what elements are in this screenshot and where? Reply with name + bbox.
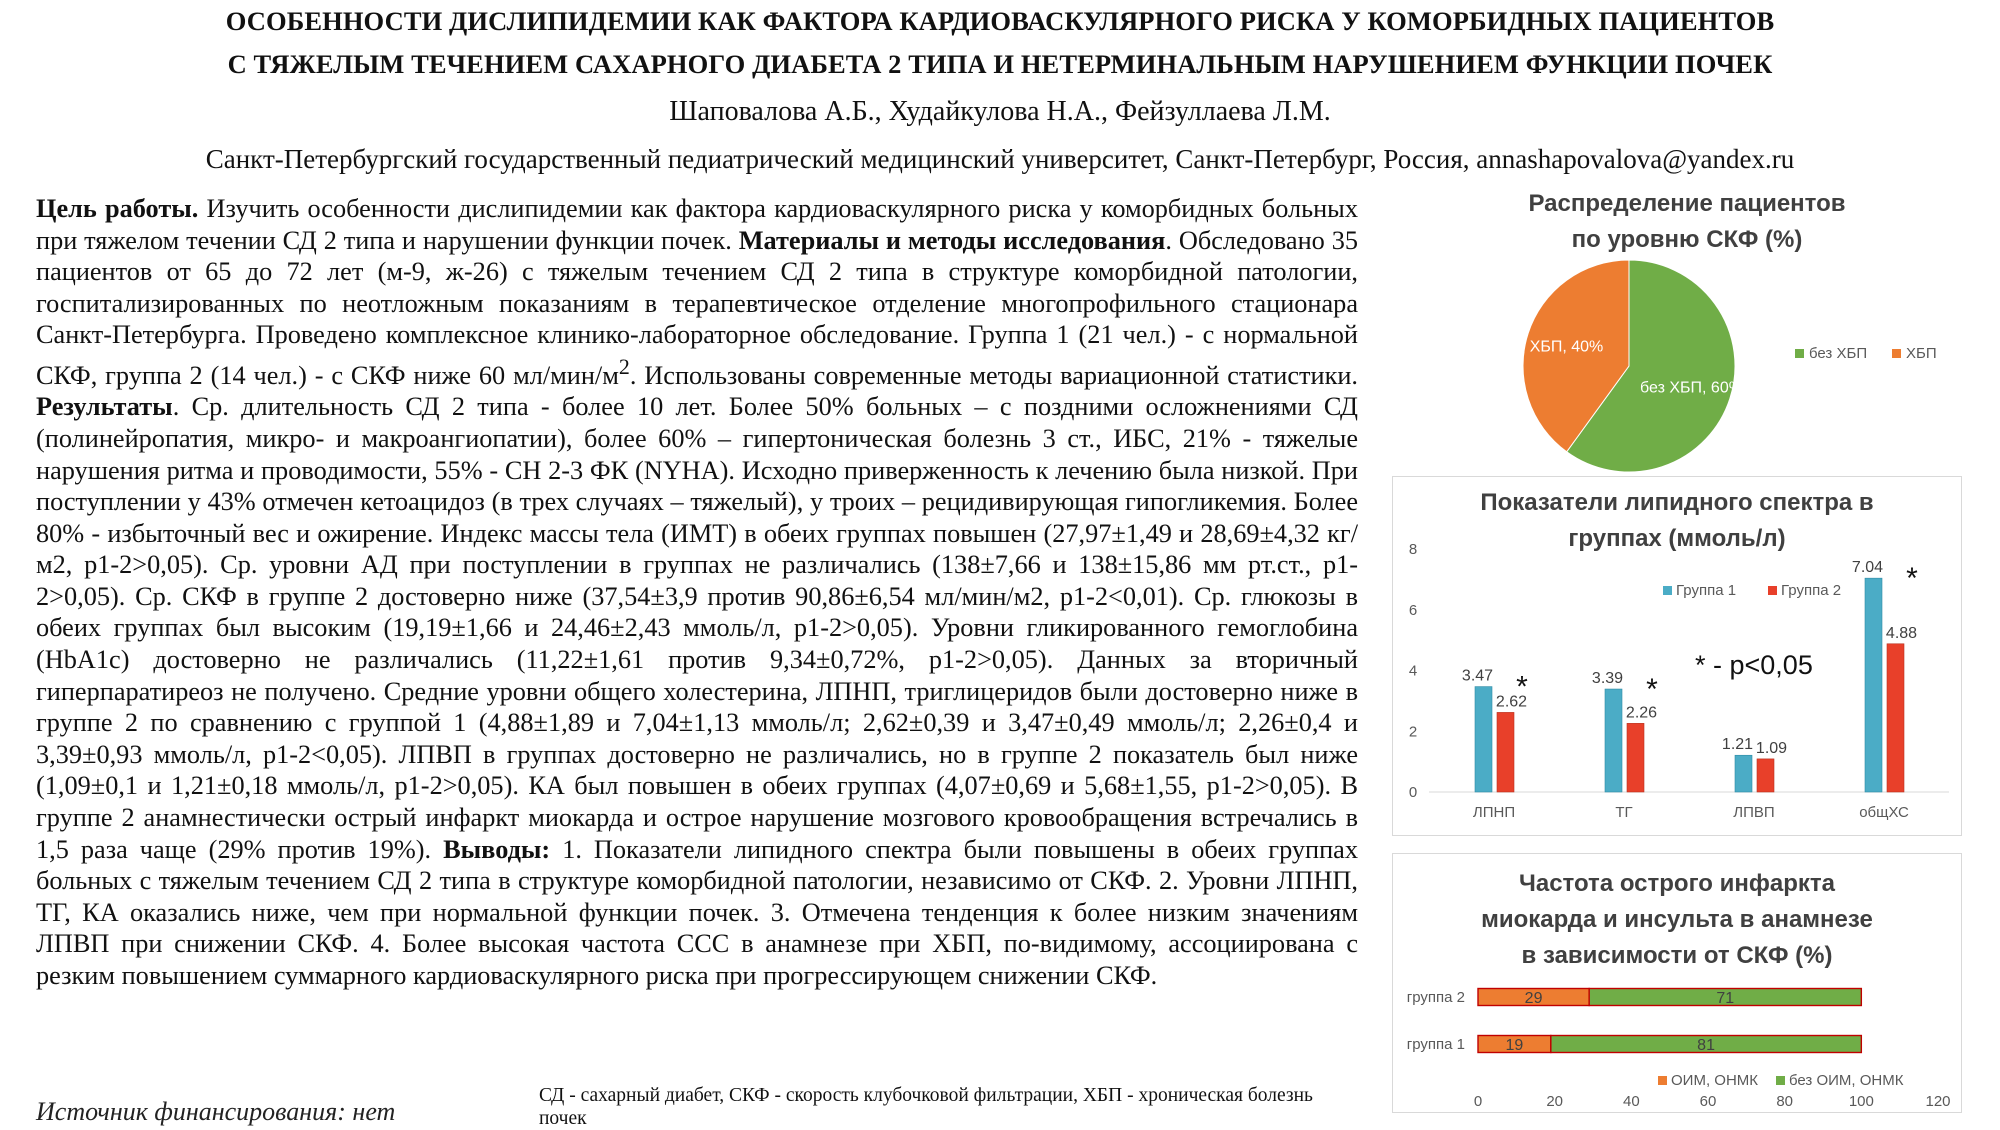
abbreviations-note: СД - сахарный диабет, СКФ - скорость клубочковой фильтрации, ХБП - хроническая болезнь почек [539, 1085, 1313, 1129]
infarct-x-tick-80: 80 [1776, 1093, 1794, 1110]
lipid-y-tick-4: 4 [1408, 662, 1418, 680]
infarct-x-tick-20: 20 [1546, 1093, 1564, 1110]
methods-label: Материалы и методы исследования [738, 225, 1166, 255]
lipid-y-tick-6: 6 [1408, 601, 1418, 619]
infarction-stroke-chart [1392, 853, 1962, 1113]
pie-chart-svg [1392, 186, 1982, 476]
funding-note: Источник финансирования: нет [36, 1097, 396, 1126]
lipid-chart-title-line-2: группах (ммоль/л) [1568, 525, 1786, 552]
lipid-y-tick-2: 2 [1408, 723, 1418, 741]
lipid-category-label-общхс: общХС [1859, 804, 1909, 821]
pie-legend-swatch-без-хбп [1795, 349, 1804, 358]
lipid-chart-title-line-1: Показатели липидного спектра в [1480, 489, 1874, 516]
lipid-bar-общхс-группа-1 [1865, 578, 1882, 792]
infarct-value-label-группа-1-без-оим-онмк: 81 [1697, 1037, 1715, 1054]
infarct-x-tick-40: 40 [1622, 1093, 1640, 1110]
methods-text: . Обследовано 35 пациентов от 65 до 72 лет (м-9, ж-26) с тяжелым течением СД 2 типа в структуре коморбидной патологии, госпитализированных по неотложным показаниям в терапевтическое отделение многопрофильного стационара Санкт-Петербурга. Проведено комплексное клинико-лабораторное обследование. Группа 1 (21 чел.) - с нормальной СКФ, группа 2 (14 чел.) - с СКФ ниже 60 мл/мин/м [36, 225, 1358, 390]
methods-text-end: . Использованы современные методы вариационной статистики. [629, 360, 1358, 390]
infarct-chart-title-line-2: миокарда и инсульта в анамнезе [1481, 906, 1873, 933]
lipid-legend-label-группа-1: Группа 1 [1676, 582, 1737, 599]
infarct-chart-title-line-3: в зависимости от СКФ (%) [1521, 942, 1833, 969]
lipid-value-label-тг-группа-2: 2.26 [1625, 704, 1658, 722]
lipid-bar-лпнп-группа-2 [1497, 712, 1514, 792]
pie-chart-title-line-2: по уровню СКФ (%) [1571, 226, 1803, 253]
conclusions-text: 1. Показатели липидного спектра были повышены в обеих группах больных с тяжелым течением СД 2 типа в структуре коморбидной патологии, независимо от СКФ. 2. Уровни ЛПНП, ТГ, КА оказались ниже, чем при нормальной функции почек. 3. Отмечена тенденция к более низким значениям ЛПВП при снижении СКФ. 4. Более высокая частота ССС в анамнезе при ХБП, по-видимому, ассоциирована с резким повышением суммарного кардиоваскулярного риска при прогрессирующем снижении СКФ. [36, 834, 1358, 991]
lipid-value-label-лпнп-группа-2: 2.62 [1495, 693, 1528, 711]
lipid-bar-лпнп-группа-1 [1475, 687, 1492, 792]
infarct-category-label-группа-2: группа 2 [1406, 989, 1465, 1006]
infarct-chart-title-line-1: Частота острого инфаркта [1519, 870, 1835, 897]
lipid-spectrum-chart [1392, 476, 1962, 836]
pie-label-без-хбп: без ХБП, 60% [1640, 379, 1743, 397]
abstract-text [36, 193, 1358, 992]
pie-chart-title-line-1: Распределение пациентов [1528, 190, 1846, 217]
infarct-legend-label-оим-онмк: ОИМ, ОНМК [1671, 1072, 1759, 1089]
lipid-significance-star-лпнп: * [1516, 670, 1528, 704]
lipid-legend-swatch-группа-1 [1663, 586, 1672, 595]
lipid-category-label-лпвп: ЛПВП [1733, 804, 1775, 821]
infarct-chart-svg [1393, 854, 1961, 1112]
infarct-legend-swatch-без-оим-онмк [1776, 1076, 1785, 1085]
pie-legend-label-хбп: ХБП [1906, 345, 1937, 362]
infarct-category-label-группа-1: группа 1 [1406, 1036, 1465, 1053]
pie-legend-label-без-хбп: без ХБП [1809, 345, 1868, 362]
lipid-significance-note: * - p<0,05 [1695, 650, 1813, 680]
lipid-value-label-лпнп-группа-1: 3.47 [1461, 667, 1494, 685]
lipid-y-tick-0: 0 [1408, 784, 1418, 801]
lipid-bar-лпвп-группа-1 [1735, 755, 1752, 792]
lipid-bar-общхс-группа-2 [1887, 644, 1904, 792]
results-text: . Ср. длительность СД 2 типа - более 10 лет. Более 50% больных – с поздними осложнениями СД (полинейропатия, микро- и макроангиопатии), более 60% – гипертоническая болезнь 3 ст., ИБС, 21% - тяжелые нарушения ритма и проводимости, 55% - СН 2-3 ФК (NYHA). Исходно приверженность к лечению была низкой. При поступлении у 43% отмечен кетоацидоз (в трех случаях – тяжелый), у троих – рецидивирующая гипогликемия. Более 80% - избыточный вес и ожирение. Индекс массы тела (ИМТ) в обеих группах повышен (27,97±1,49 и 28,69±4,32 кг/м2, p1-2>0,05). Ср. уровни АД при поступлении в группах не различались (138±7,66 и 138±15,86 мм рт.ст., p1-2>0,05). Ср. СКФ в группе 2 достоверно ниже (37,54±3,9 против 90,86±6,54 мл/мин/м2, p1-2<0,01). Ср. глюкозы в обеих группах был высоким (19,19±1,66 и 24,46±2,43 ммоль/л, p1-2>0,05). Уровни гликированного гемоглобина (HbA1c) достоверно не различались (11,22±1,61 против 9,34±0,72%, p1-2>0,05). Данных за вторичный гиперпаратиреоз не получено. Средние уровни общего холестерина, ЛПНП, триглицеридов были достоверно ниже в группе 2 по сравнению с группой 1 (4,88±1,89 и 7,04±1,13 ммоль/л; 2,62±0,39 и 3,47±0,49 ммоль/л; 2,26±0,4 и 3,39±0,93 ммоль/л, p1-2<0,05). ЛПВП в группах достоверно не различались, но в группе 2 показатель был ниже (1,09±0,1 и 1,21±0,18 ммоль/л, p1-2>0,05). КА был повышен в обеих группах (4,07±0,69 и 5,68±1,55, p1-2>0,05). В группе 2 анамнестически острый инфаркт миокарда и острое нарушение мозгового кровообращения встречались в 1,5 раза чаще (29% против 19%). [36, 392, 1358, 864]
lipid-significance-star-тг: * [1646, 673, 1658, 707]
poster-title-line-1: ОСОБЕННОСТИ ДИСЛИПИДЕМИИ КАК ФАКТОРА КАРДИОВАСКУЛЯРНОГО РИСКА У КОМОРБИДНЫХ ПАЦИЕНТОВ [225, 6, 1775, 36]
lipid-bar-лпвп-группа-2 [1757, 759, 1774, 792]
lipid-bar-тг-группа-2 [1627, 723, 1644, 792]
lipid-legend-swatch-группа-2 [1768, 586, 1777, 595]
pie-legend-swatch-хбп [1892, 349, 1901, 358]
infarct-value-label-группа-2-оим-онмк: 29 [1524, 990, 1543, 1007]
lipid-bar-тг-группа-1 [1605, 689, 1622, 792]
infarct-x-tick-0: 0 [1473, 1093, 1483, 1110]
aim-text: Изучить особенности дислипидемии как фактора кардиоваскулярного риска у коморбидных больных при тяжелом течении СД 2 типа и нарушении функции почек. [36, 194, 1358, 255]
lipid-value-label-лпвп-группа-1: 1.21 [1721, 736, 1754, 754]
aim-label: Цель работы. [36, 194, 199, 223]
conclusions-label: Выводы: [443, 834, 551, 864]
infarct-legend-swatch-оим-онмк [1658, 1076, 1667, 1085]
poster-title-line-2: С ТЯЖЕЛЫМ ТЕЧЕНИЕМ САХАРНОГО ДИАБЕТА 2 ТИПА И НЕТЕРМИНАЛЬНЫМ НАРУШЕНИЕМ ФУНКЦИИ ПОЧЕК [227, 49, 1773, 79]
lipid-legend-label-группа-2: Группа 2 [1781, 582, 1842, 599]
authors: Шаповалова А.Б., Худайкулова Н.А., Фейзуллаева Л.М. [669, 96, 1331, 127]
infarct-value-label-группа-1-оим-онмк: 19 [1505, 1037, 1524, 1054]
lipid-significance-star-общхс: * [1906, 562, 1918, 596]
lipid-y-tick-8: 8 [1408, 541, 1418, 558]
pie-chart-ckf-distribution [1392, 186, 1982, 476]
results-label: Результаты [36, 392, 173, 422]
lipid-value-label-общхс-группа-2: 4.88 [1885, 624, 1918, 642]
lipid-category-label-лпнп: ЛПНП [1472, 804, 1516, 821]
affiliation: Санкт-Петербургский государственный педиатрический медицинский университет, Санкт-Петербург, Россия, annashapovalova@yandex.ru [205, 144, 1795, 174]
lipid-chart-svg [1393, 477, 1961, 835]
methods-superscript: 2 [618, 353, 630, 379]
infarct-value-label-группа-2-без-оим-онмк: 71 [1716, 990, 1735, 1007]
pie-label-хбп: ХБП, 40% [1529, 338, 1604, 356]
infarct-legend-label-без-оим-онмк: без ОИМ, ОНМК [1789, 1072, 1904, 1089]
infarct-x-tick-100: 100 [1848, 1093, 1874, 1110]
infarct-x-tick-60: 60 [1699, 1093, 1717, 1110]
lipid-value-label-лпвп-группа-2: 1.09 [1755, 739, 1788, 757]
lipid-value-label-общхс-группа-1: 7.04 [1851, 559, 1884, 577]
lipid-category-label-тг: ТГ [1615, 804, 1633, 821]
infarct-x-tick-120: 120 [1925, 1093, 1951, 1110]
lipid-value-label-тг-группа-1: 3.39 [1591, 670, 1624, 688]
